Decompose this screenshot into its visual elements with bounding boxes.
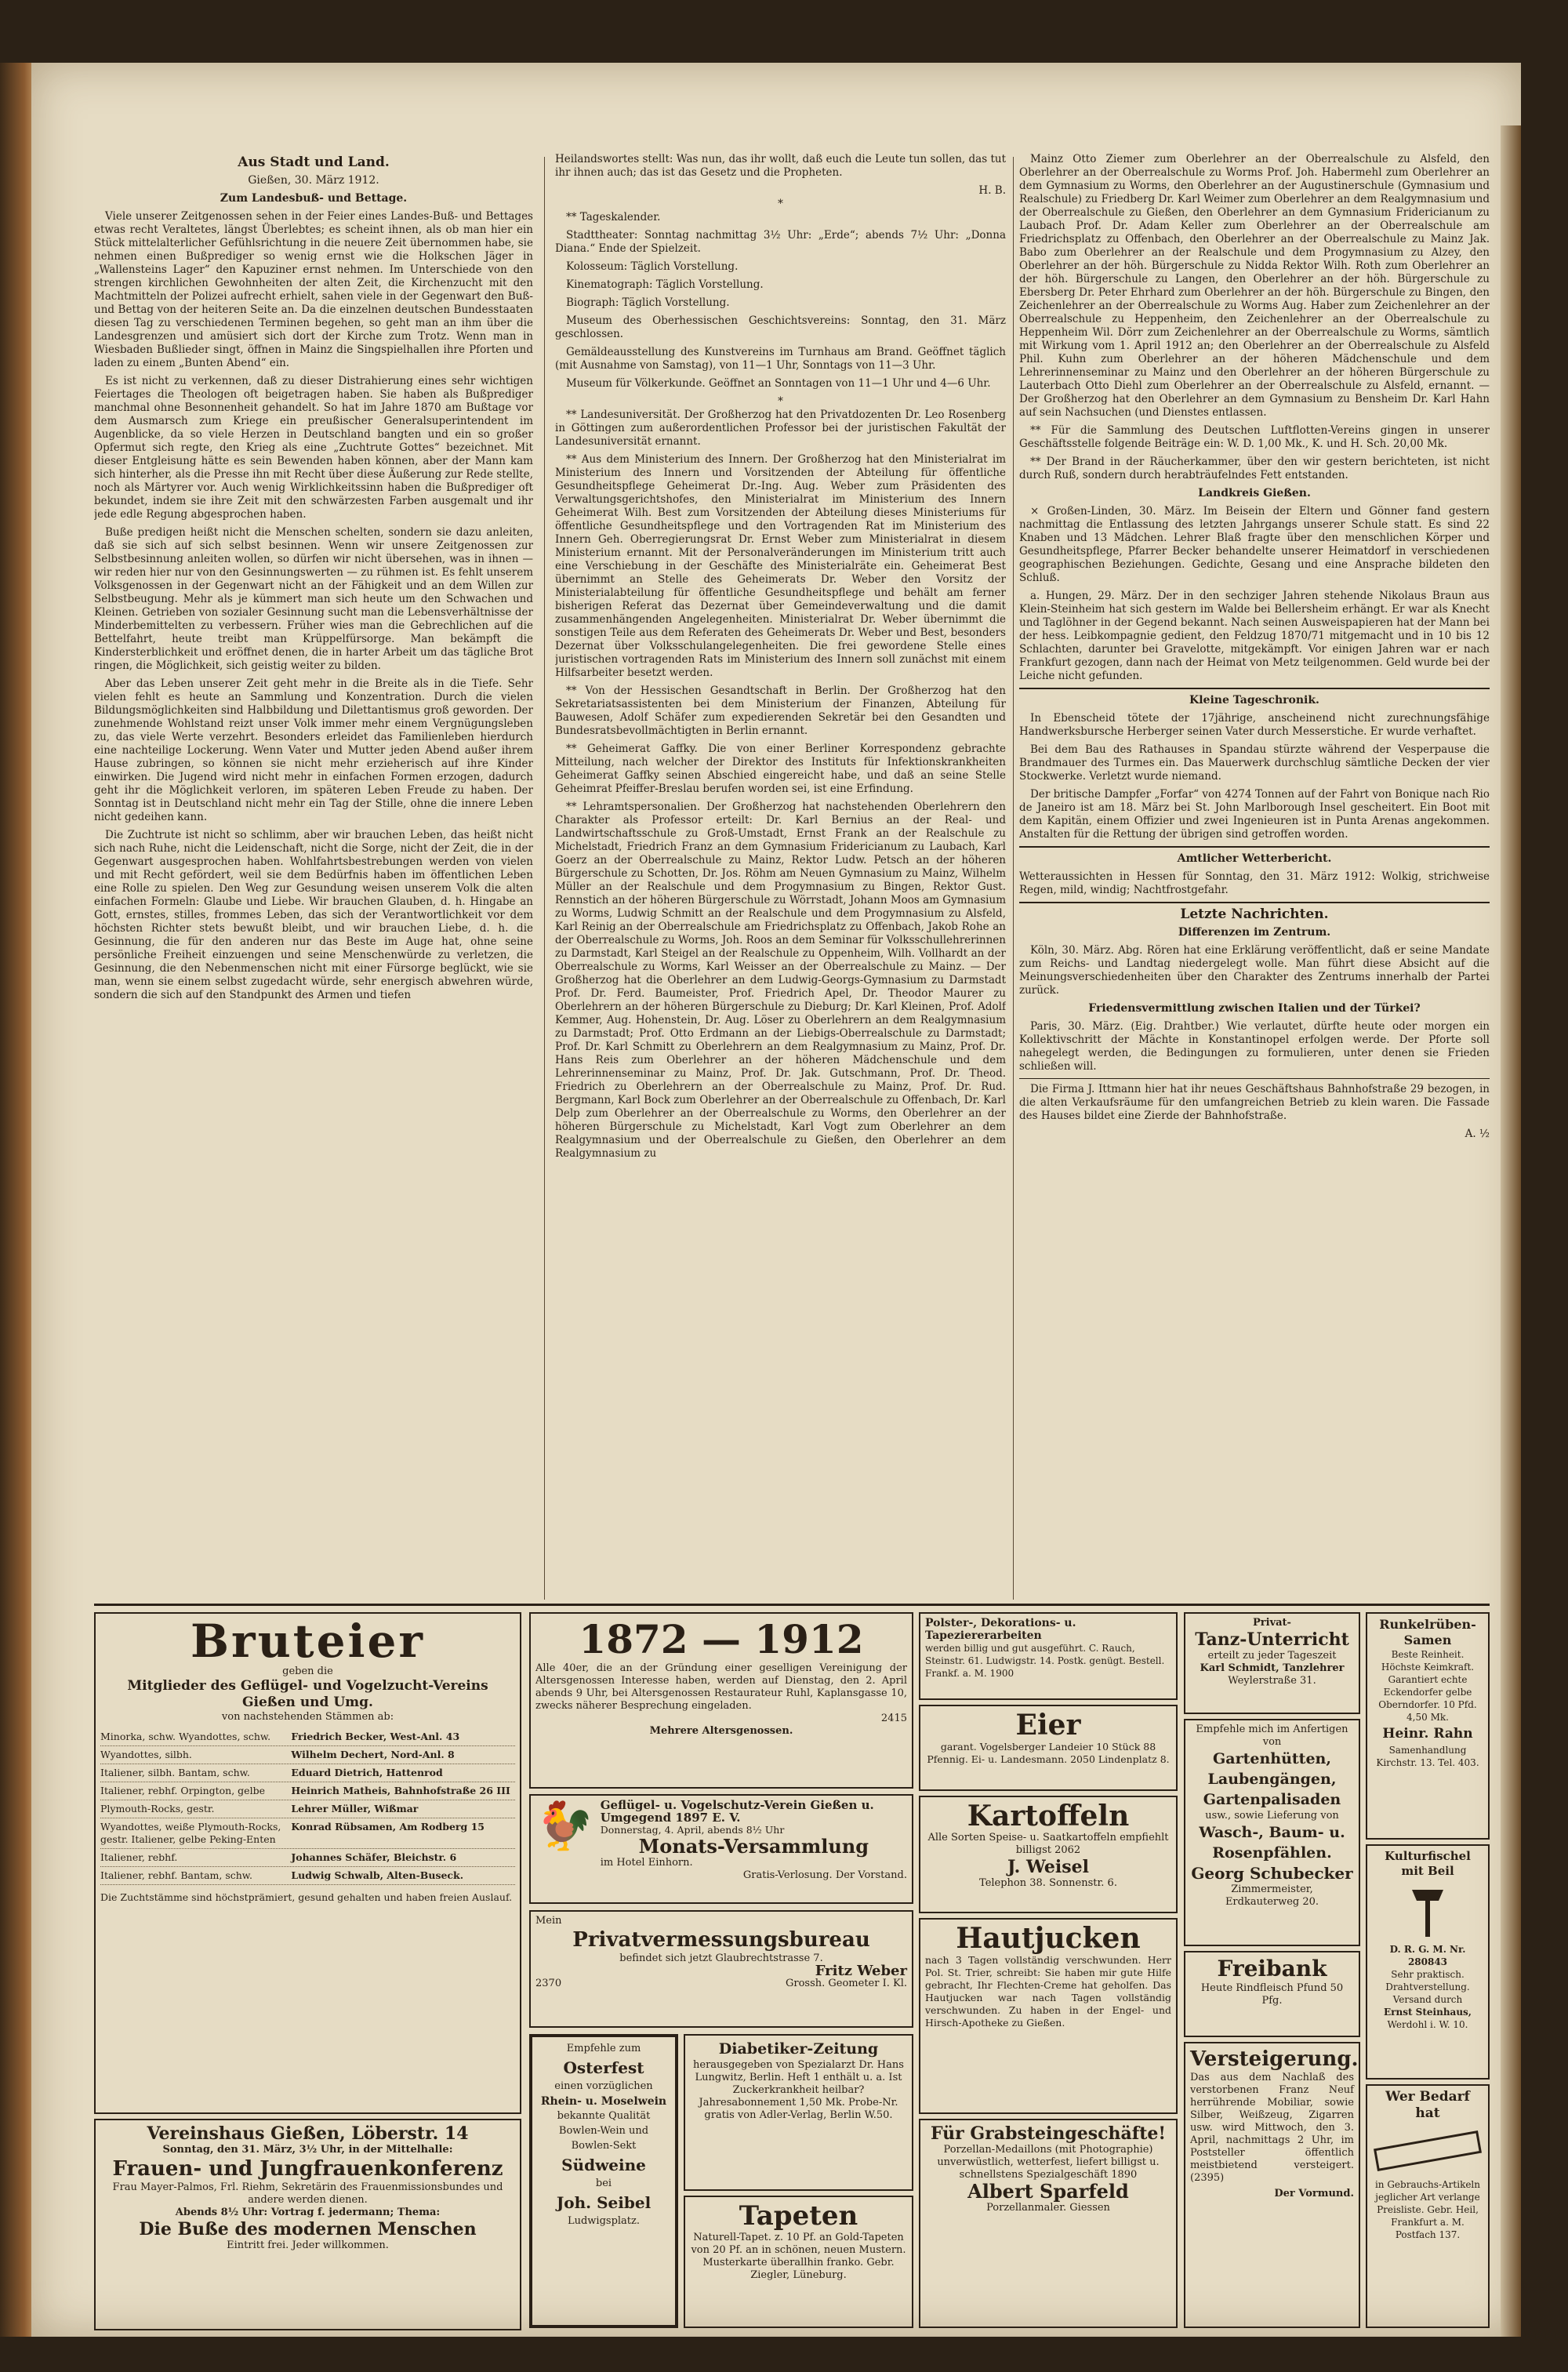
divider	[1019, 688, 1490, 689]
ad-role: Grossh. Geometer I. Kl.	[786, 1978, 907, 1989]
ad-title: Eier	[1015, 1709, 1081, 1742]
ad-title: Gartenhütten, Laubengängen, Gartenpalisaden	[1203, 1750, 1341, 1808]
ad-address: Telephon 38. Sonnenstr. 6.	[979, 1877, 1117, 1889]
ad-text: Gratis-Verlosung. Der Vorstand.	[742, 1869, 907, 1881]
landkreis-title: Landkreis Gießen.	[1198, 487, 1311, 499]
ad-note: Die Zuchtstämme sind höchstprämiert, gesund gehalten und haben freien Auslauf.	[100, 1891, 513, 1903]
ad-theme: Die Buße des modernen Menschen	[139, 2219, 477, 2239]
divider	[1019, 902, 1490, 903]
wetter-text: Wetteraussichten in Hessen für Sonntag, den 31. März 1912: Wolkig, strichweise Regen, mild, windig; Nachtfrostgefahr.	[1019, 870, 1490, 896]
ad-freibank	[1184, 1951, 1360, 2037]
calendar-item: Museum des Oberhessischen Geschichtsvereins: Sonntag, den 31. März geschlossen.	[555, 314, 1006, 340]
ad-title: Geflügel- u. Vogelschutz-Verein Gießen u. Umgegend 1897 E. V.	[600, 1798, 874, 1825]
chronik-item: In Ebenscheid tötete der 17jährige, anscheinend nicht zurechnungsfähige Handwerksbursche Herberger seinen Vater durch Messerstiche. Er wurde verhaftet.	[1019, 712, 1490, 738]
ad-vermessung	[529, 1910, 913, 2028]
news-paragraph: ** Der Brand in der Räucherkammer, über den wir gestern berichteten, ist nicht durch Ruß, sondern durch herabträufelndes Fett entstanden.	[1019, 456, 1490, 481]
ad-patent: D. R. G. M. Nr. 280843	[1389, 1944, 1466, 1967]
ad-title: Vereinshaus Gießen, Löberstr. 14	[147, 2123, 469, 2144]
tool-icon	[1372, 1883, 1483, 1938]
news-subtitle: Friedensvermittlung zwischen Italien und der Türkei?	[1088, 1002, 1421, 1015]
ad-name: Ernst Steinhaus,	[1384, 2007, 1472, 2018]
breed-name: Wyandottes, weiße Plymouth-Rocks, gestr. Italiener, gelbe Peking-Enten	[100, 1821, 281, 1845]
breeder-row	[100, 1818, 515, 1849]
section-title: Aus Stadt und Land.	[238, 154, 390, 170]
breeder-name: Eduard Dietrich, Hattenrod	[291, 1767, 443, 1778]
chronik-item: Der britische Dampfer „Forfar“ von 4274 Tonnen auf der Fahrt von Bonique nach Rio de Janeiro ist am 18. März bei St. John Marlborough Insel gescheitert. Ein Boot mit dem Kapitän, einem Offizier und zwei Ingenieuren ist in Punta Arenas angekommen. Anstalten für die Rettung der übrigen sind getroffen worden.	[1019, 788, 1490, 841]
ad-polster	[919, 1612, 1178, 1700]
ad-title: Polster-, Dekorations- u. Tapeziererarbeiten	[925, 1617, 1076, 1642]
ad-title: 1872 — 1912	[579, 1616, 864, 1662]
ad-name: Albert Sparfeld	[967, 2180, 1129, 2203]
ad-footer: Eintritt frei. Jeder willkommen.	[227, 2239, 389, 2251]
breeder-row	[100, 1849, 515, 1867]
ad-text: Das aus dem Nachlaß des verstorbenen Franz Neuf herrührende Mobiliar, sowie Silber, Weißzeug, Zigarren usw. wird Mittwoch, den 3. April, nachmittags 2 Uhr, im Poststeller öffentlich meistbietend versteigert. (2395)	[1190, 2072, 1354, 2184]
wetter-title: Amtlicher Wetterbericht.	[1177, 852, 1332, 865]
ad-org: Mitglieder des Geflügel- und Vogelzucht-Vereins Gießen und Umg.	[127, 1678, 488, 1710]
ad-title: Wasch-, Baum- u. Rosenpfählen.	[1199, 1824, 1345, 1862]
calendar-heading: ** Tageskalender.	[566, 211, 661, 223]
book-spine	[0, 63, 34, 2337]
ad-text: Empfehle mich im Anfertigen von	[1196, 1724, 1348, 1748]
ad-text: in Gebrauchs-Artikeln jeglicher Art verlange Preisliste. Gebr. Heil, Frankfurt a. M. Postfach 137.	[1374, 2179, 1481, 2240]
ad-text: nach 3 Tagen vollständig verschwunden. Herr Pol. St. Trier, schreibt: Sie haben mir gute Hilfe gebracht, Ihr Flechten-Creme hat geholfen. Das Hautjucken war nach Tagen vollständig verschwunden. Zu haben in der Engel- und Hirsch-Apotheke zu Gießen.	[925, 1954, 1171, 2029]
calendar-item: Stadttheater: Sonntag nachmittag 3½ Uhr: „Erde“; abends 7½ Uhr: „Donna Diana.“ Ende der Spielzeit.	[555, 229, 1006, 255]
ad-title: Für Grabsteingeschäfte!	[930, 2123, 1167, 2144]
news-paragraph: ** Geheimerat Gaffky. Die von einer Berliner Korrespondenz gebrachte Mitteilung, nach welcher der Direktor des Instituts für Infektionskrankheiten Geheimerat Gaffky seinen Abschied eingereicht habe, und daß an seine Stelle Geheimrat Pfeiffer-Breslau berufen worden sei, ist eine Erfindung.	[555, 743, 1006, 795]
news-paragraph: ** Lehramtspersonalien. Der Großherzog hat nachstehenden Oberlehrern den Charakter als Professor erteilt: Dr. Karl Bernius an der Real- und Landwirtschaftsschule zu Groß-Umstadt, Ernst Frank an der Realschule zu Michelstadt, Friedrich Franz an dem Gymnasium Fridericianum zu Laubach, Karl Goerz an der Oberrealschule zu Mainz, Rektor Ludw. Petsch an der höheren Bürgerschule zu Schotten, Dr. Jos. Röhm am Neuen Gymnasium zu Mainz, Wilhelm Müller an der Realschule und dem Progymnasium zu Bingen, Rektor Gust. Rennstich an der höheren Bürgerschule zu Wörrstadt, Johann Moos am Gymnasium zu Worms, Ludwig Schmitt an der Realschule und dem Progymnasium zu Alsfeld, Karl Reinig an der Oberrealschule am Friedrichsplatz zu Offenbach, Jakob Rohe an der Oberrealschule zu Worms, Joh. Roos an dem Seminar für Volksschullehrerinnen zu Darmstadt, Karl Steigel an der Realschule zu Oppenheim, Wilh. Vollhardt an der Oberrealschule zu Worms, Karl Weisser an der Oberrealschule zu Mainz. — Der Großherzog hat die Oberlehrer an dem Ludwig-Georgs-Gymnasium zu Darmstadt Prof. Dr. Ferd. Baumeister, Prof. Friedrich Apel, Dr. Theodor Maurer zu Oberlehrern an der höheren Bürgerschule zu Dieburg; Dr. Karl Kleinen, Prof. Adolf Kemmer, Aug. Hohenstein, Dr. Aug. Löser zu Oberlehrern an dem Realgymnasium zu Darmstadt; Prof. Otto Erdmann an der Liebigs-Oberrealschule zu Darmstadt; Prof. Dr. Karl Schmitt zu Oberlehrern an dem Realgymnasium zu Mainz, Prof. Dr. Hans Reis zum Oberlehrer an der höheren Mädchenschule und dem Lehrerinnenseminar zu Mainz, Prof. Dr. Jak. Gutschmann, Prof. Dr. Theod. Friedrich zu Oberlehrern an der Oberrealschule zu Mainz, Prof. Dr. Rud. Bergmann, Karl Bock zum Oberlehrer an der Oberrealschule zu Offenbach, Dr. Karl Delp zum Oberlehrer an der Oberrealschule zu Worms, den Oberlehrer an der höheren Bürgerschule zu Michelstadt, Karl Vogt zum Oberlehrer an dem Realgymnasium und der Oberrealschule zu Gießen, den Oberlehrer an dem Realgymnasium zu	[555, 801, 1006, 1160]
news-paragraph: ** Landesuniversität. Der Großherzog hat den Privatdozenten Dr. Leo Rosenberg in Göttingen zum außerordentlichen Professor bei der juristischen Fakultät der Landesuniversität ernannt.	[555, 409, 1006, 448]
ad-text: Alle Sorten Speise- u. Saatkartoffeln empfiehlt billigst 2062	[927, 1832, 1169, 1856]
osterfest-lines	[537, 2043, 670, 2228]
news-paragraph: ** Aus dem Ministerium des Innern. Der Großherzog hat den Ministerialrat im Ministerium des Innern und Vorsitzenden der Abteilung für öffentliche Gesundheitspflege Geheimerat Dr.-Ing. Aug. Weber zum Präsidenten des Verwaltungsgerichtshofes, den Ministerialrat im Ministerium des Innern Geheimerat Wilh. Best zum Vorsitzenden der Abteilung dieses Ministeriums für öffentliche Gesundheitspflege und den Vortragenden Rat im Ministerium des Innern Geh. Oberregierungsrat Dr. Ernst Weber zum Ministerialrat in diesem Ministerium ernannt. Mit der Personalveränderungen im Ministerium tritt auch eine Verschiebung in der Geschäfte des Ministerialräte ein. Geheimerat Best übernimmt an Stelle des Geheimerats Dr. Weber den Vorsitz der Ministerialabteilung für öffentliche Gesundheitspflege und behält am ferner bisherigen Referat das Dezernat über Gemeindeverwaltung und die damit zusammenhängenden Angelegenheiten. Ministerialrat Dr. Weber übernimmt die sonstigen Teile aus dem Referaten des Geheimerats Dr. Weber und Best, besonders Dezernat über Volksschulangelegenheiten. Die frei gewordene Stelle eines juristischen vortragenden Rats im Ministerium des Innern soll zunächst mit einem Hilfsarbeiter besetzt werden.	[555, 453, 1006, 679]
ad-address: Samenhandlung Kirchstr. 13. Tel. 403.	[1376, 1745, 1479, 1768]
divider	[1019, 846, 1490, 848]
ad-name: Georg Schubecker	[1191, 1864, 1353, 1883]
ad-gartenhuetten	[1184, 1719, 1360, 1946]
ad-tapeten	[684, 2196, 913, 2328]
ad-address: Erdkauterweg 20.	[1225, 1896, 1319, 1908]
ad-title: Tapeten	[739, 2200, 858, 2232]
ad-event: Monats-Versammlung	[638, 1835, 869, 1858]
ad-address: befindet sich jetzt Glaubrechtstrasse 7.	[619, 1952, 823, 1964]
column-right	[1019, 153, 1490, 1596]
breed-name: Wyandottes, silbh.	[100, 1749, 192, 1760]
breeder-row	[100, 1764, 515, 1782]
breeder-name: Wilhelm Dechert, Nord-Anl. 8	[291, 1749, 455, 1760]
ad-text: usw., sowie Lieferung von	[1205, 1810, 1339, 1822]
article-paragraph: Es ist nicht zu verkennen, daß zu dieser Distrahierung eines sehr wichtigen Feiertages die Theologen oft beigetragen haben. Sie haben als Bußprediger manchmal ohne Besonnenheit gehandelt. So hat im Jahre 1870 am Bußtage vor dem Ausmarsch zum Kriege ein preußischer Generalsuperintendent im Augenblicke, da so viele Herzen in Deutschland bangten und ein so großer Opfermut sich regte, den Krieg als eine „Zuchtrute Gottes“ bezeichnet. Mit dieser Entgleisung hätte es sein Bewenden haben können, aber der Mann kam sich hinterher, als die Presse ihn mit Recht über diese Äußerung zur Rede stellte, noch als Märtyrer vor. Auch wenig Wirklichkeitssinn haben die Bußprediger oft bekundet, indem sie ihre Zeit mit den schwärzesten Farben ausgemalt und ihr jede edle Regung abgesprochen haben.	[94, 375, 533, 521]
separator: *	[778, 395, 783, 408]
osterfest-line: Osterfest	[563, 2058, 644, 2077]
breeder-row	[100, 1867, 515, 1885]
breed-name: Minorka, schw. Wyandottes, schw.	[100, 1731, 271, 1742]
ad-signature: Mehrere Altersgenossen.	[649, 1725, 793, 1737]
ad-name: Karl Schmidt, Tanzlehrer	[1200, 1662, 1345, 1674]
ad-title: Hautjucken	[956, 1922, 1141, 1955]
ad-text: Naturell-Tapet. z. 10 Pf. an Gold-Tapeten von 20 Pf. an in schönen, neuen Mustern. Musterkarte überallhin franko. Gebr. Ziegler, Lüneburg.	[691, 2232, 906, 2281]
ad-role: Porzellanmaler. Giessen	[986, 2202, 1110, 2214]
rooster-icon: 🐓	[535, 1799, 594, 1854]
ad-date: Donnerstag, 4. April, abends 8½ Uhr	[600, 1824, 785, 1836]
osterfest-line: Rhein- u. Moselwein	[540, 2095, 667, 2108]
ad-vereinshaus	[94, 2119, 521, 2330]
osterfest-line: Ludwigsplatz.	[567, 2215, 641, 2227]
news-item: Paris, 30. März. (Eig. Drahtber.) Wie verlautet, dürfte heute oder morgen ein Kollektivschritt der Mächte in Konstantinopel erfolgen werde. Der Pforte soll nahegelegt werden, die Bedingungen zu formulieren, unter denen sie Frieden schließen will.	[1019, 1020, 1490, 1073]
ad-text: Mein	[535, 1915, 562, 1927]
ad-num: 2370	[535, 1978, 562, 1989]
article-paragraph: Aber das Leben unserer Zeit geht mehr in die Breite als in die Tiefe. Sehr vielen fehlt es heute an Sammlung und Konzentration. Durch die vielen Bildungsmöglichkeiten sind Halbbildung und Dilettantismus groß geworden. Der zunehmende Wohlstand reizt unser Volk immer mehr einem Vergnügungsleben zu, das viele Werte verzehrt. Besonders erleidet das Familienleben hierdurch eine nachteilige Lockerung. Wenn Vater und Mutter jeden Abend außer ihrem Hause zubringen, so können sie nicht mehr erzieherisch auf ihre Kinder einwirken. Die Jugend wird nicht mehr in einfachen Formen erzogen, dadurch geht ihr die Möglichkeit verloren, im späteren Leben Freude zu haben. Der Sonntag ist in Deutschland nicht mehr ein Tag der Stille, ohne die innere Leben nicht gedeihen kann.	[94, 677, 533, 823]
signature: A. ½	[1465, 1128, 1490, 1140]
ad-text: Privat-	[1253, 1617, 1291, 1629]
news-item: Köln, 30. März. Abg. Rören hat eine Erklärung veröffentlicht, daß er seine Mandate zum Reichs- und Landtag niedergelegt wolle. Man führt diese Absicht auf die Meinungsverschiedenheiten über den Charakter des Zentrums innerhalb der Partei zurück.	[1019, 944, 1490, 997]
column-rule	[1013, 157, 1014, 1600]
breeder-row	[100, 1782, 515, 1800]
ad-eier	[919, 1705, 1178, 1791]
ad-osterfest	[529, 2034, 678, 2328]
breed-name: Italiener, rebhf. Bantam, schw.	[100, 1869, 252, 1881]
ad-text: erteilt zu jeder Tageszeit	[1207, 1650, 1337, 1662]
article-paragraph: Heilandswortes stellt: Was nun, das ihr wollt, daß euch die Leute tun sollen, das tut ihr ihnen auch; das ist das Gesetz und die Propheten.	[555, 153, 1006, 179]
breed-name: Italiener, rebhf.	[100, 1851, 178, 1863]
ad-hautjucken	[919, 1918, 1178, 2114]
ad-bedarf	[1366, 2084, 1490, 2328]
osterfest-line: Südweine	[561, 2156, 646, 2174]
news-title: Letzte Nachrichten.	[1180, 906, 1329, 922]
article-title: Zum Landesbuß- und Bettage.	[220, 192, 408, 205]
ad-text: geben die	[282, 1665, 333, 1677]
ad-num: 2415	[880, 1713, 907, 1724]
article-paragraph: Buße predigen heißt nicht die Menschen schelten, sondern sie dazu anleiten, daß sie sich auf sich selbst besinnen. Wenn wir unsere Zeitgenossen zur Selbstbesinnung anleiten wollen, so dürfen wir nicht übersehen, was in ihnen — wir reden hier nur von den Gesinnungswerten — zu rühmen ist. Es fehlt unserem Volksgenossen in der Gegenwart nicht an der Fähigkeit und an dem Willen zur Selbstbeugung. Mehr als je kümmert man sich heute um den Schwachen und Kleinen. Getrieben von sozialer Gesinnung sucht man die Lebensverhältnisse der Minderbemittelten zu verbessern. Früher wies man die Gebrechlichen auf die Bettelfahrt, heute treibt man Krüppelfürsorge. Man bekämpft die Kindersterblichkeit und eröffnet denen, die in harter Arbeit um das tägliche Brot ringen, die Möglichkeit, sich geistig weiter zu bilden.	[94, 526, 533, 672]
ad-title: Tanz-Unterricht	[1195, 1629, 1349, 1650]
calendar-item: Museum für Völkerkunde. Geöffnet an Sonntagen von 11—1 Uhr und 4—6 Uhr.	[566, 377, 991, 390]
breed-name: Italiener, silbh. Bantam, schw.	[100, 1767, 250, 1778]
ad-title: Bruteier	[191, 1615, 425, 1668]
page-edge	[1501, 125, 1521, 2337]
ad-diabetiker	[684, 2034, 913, 2191]
ad-versteigerung	[1184, 2042, 1360, 2328]
ad-text: Frau Mayer-Palmos, Frl. Riehm, Sekretärin des Frauenmissionsbundes und andere werden dienen.	[112, 2181, 503, 2206]
ad-title: Versteigerung.	[1190, 2047, 1359, 2071]
divider	[1019, 1078, 1490, 1079]
osterfest-line: Bowlen-Sekt	[571, 2140, 637, 2152]
calendar-item: Gemäldeausstellung des Kunstvereins im Turnhaus am Brand. Geöffnet täglich (mit Ausnahme von Samstag), von 11—1 Uhr, Sonntags von 11—3 Uhr.	[555, 346, 1006, 372]
breeder-name: Heinrich Matheis, Bahnhofstraße 26 III	[291, 1785, 510, 1796]
signature: H. B.	[978, 184, 1006, 197]
breeder-name: Lehrer Müller, Wißmar	[291, 1803, 419, 1814]
ad-title: Privatvermessungsbureau	[572, 1928, 870, 1952]
ad-date: Sonntag, den 31. März, 3½ Uhr, in der Mittelhalle:	[162, 2144, 453, 2156]
landkreis-item: × Großen-Linden, 30. März. Im Beisein der Eltern und Gönner fand gestern nachmittag die Entlassung des letzten Jahrgangs unserer Schule statt. Es sind 22 Knaben und 13 Mädchen. Lehrer Blaß fragte über den menschlichen Körper und Gesundheitspflege, Pfarrer Becker behandelte unserer Heimatdorf in verschiedenen geographischen Beziehungen. Gedichte, Gesang und eine Ansprache bildeten den Schluß.	[1019, 505, 1490, 584]
ad-tanz	[1184, 1612, 1360, 1714]
ad-name: Fritz Weber	[815, 1963, 907, 1979]
calendar-item: Kinematograph: Täglich Vorstellung.	[566, 278, 764, 291]
newspaper-page	[31, 63, 1521, 2337]
osterfest-line: Bowlen-Wein und	[558, 2125, 649, 2137]
ad-text: garant. Vogelsberger Landeier 10 Stück 88 Pfennig. Ei- u. Landesmann. 2050 Lindenplatz 8.	[927, 1741, 1170, 1765]
ad-kartoffeln	[919, 1796, 1178, 1913]
ad-title: Kartoffeln	[967, 1800, 1130, 1833]
column-middle	[555, 153, 1006, 1596]
breed-name: Plymouth-Rocks, gestr.	[100, 1803, 215, 1814]
ad-role: Zimmermeister,	[1231, 1883, 1313, 1895]
ad-text: Porzellan-Medaillons (mit Photographie) unverwüstlich, wetterfest, liefert billigst u. schnellstens Spezialgeschäft 1890	[937, 2144, 1160, 2181]
breed-name: Italiener, rebhf. Orpington, gelbe	[100, 1785, 265, 1796]
ad-place: im Hotel Einhorn.	[600, 1857, 693, 1869]
ad-address: Weylerstraße 31.	[1228, 1675, 1316, 1687]
chronik-item: Bei dem Bau des Rathauses in Spandau stürzte während der Vesperpause die Brandmauer des Turmes ein. Das Mauerwerk durchschlug sämtliche Decken der vier Stockwerke. Verletzt wurde niemand.	[1019, 743, 1490, 783]
osterfest-line: bekannte Qualität	[557, 2110, 651, 2122]
news-paragraph: ** Für die Sammlung des Deutschen Luftflotten-Vereins gingen in unserer Geschäftsstelle folgende Beiträge ein: W. D. 1,00 Mk., K. und H. Sch. 20,00 Mk.	[1019, 424, 1490, 450]
article-paragraph: Viele unserer Zeitgenossen sehen in der Feier eines Landes-Buß- und Bettages etwas recht Veraltetes, längst Überlebtes; es scheint ihnen, als ob man hier ein Stück mittelalterlicher Gefühlsrichtung in die neuere Zeit übernommen habe, sie nehmen einen Bußprediger so wenig ernst wie die Holkschen Jäger in „Wallensteins Lager“ den Kapuziner ernst nehmen. Im Unterschiede von den strengen kirchlichen Gewohnheiten der alten Zeit, die Kirchenzucht mit den Machtmitteln der Polizei aufrecht erhielt, sahen viele in der Gegenwart den Buß- und Bettag von der heiteren Seite an. Da die einzelnen deutschen Bundesstaaten diesen Tag zu verschiedenen Terminen begehen, so geht man an ihm über die Landesgrenzen und amüsiert sich dort der Kirche zum Trotz. Wenn man in Wiesbaden Bußlieder singt, öffnen in Mainz die Singspielhallen ihre Pforten und laden zu einem „Bunten Abend“ ein.	[94, 210, 533, 369]
column-left	[94, 153, 533, 1596]
advertisement-section	[94, 1604, 1490, 2335]
dateline: Gießen, 30. März 1912.	[248, 174, 379, 187]
ad-name: Heinr. Rahn	[1382, 1726, 1473, 1742]
landkreis-item: a. Hungen, 29. März. Der in den sechziger Jahren stehende Nikolaus Braun aus Klein-Steinheim hat sich gestern im Walde bei Bellersheim erhängt. Er war als Knecht und Taglöhner in der Gegend bekannt. Nach seinen Ausweispapieren hat der Mann bei der hess. Leibkompagnie gedient, den Feldzug 1870/71 mitgemacht und in 10 bis 12 Schlachten, darunter bei Gravelotte, mitgekämpft. Vor einigen Jahren war er nach Frankfurt gezogen, dann nach der Heimat von Metz teilgenommen. Geld wurde bei der Leiche nicht gefunden.	[1019, 590, 1490, 682]
ad-event: Frauen- und Jungfrauenkonferenz	[112, 2157, 503, 2181]
ad-text: werden billig und gut ausgeführt. C. Rauch, Steinstr. 61. Ludwigstr. 14. Postk. genügt. Bestell. Frankf. a. M. 1900	[925, 1643, 1165, 1679]
ad-grabstein	[919, 2119, 1178, 2328]
separator: *	[778, 198, 783, 210]
chronik-title: Kleine Tageschronik.	[1189, 694, 1319, 707]
breeder-name: Konrad Rübsamen, Am Rodberg 15	[291, 1821, 485, 1833]
breeder-list	[100, 1728, 515, 1885]
ad-text: Sehr praktisch. Drahtverstellung. Versand durch	[1385, 1969, 1470, 2005]
osterfest-line: bei	[595, 2178, 612, 2189]
news-paragraph: Mainz Otto Ziemer zum Oberlehrer an der Oberrealschule zu Alsfeld, den Oberlehrer an der Oberrealschule zu Worms Prof. Joh. Habermehl zum Oberlehrer an dem Gymnasium zu Worms, den Oberlehrer an der Augustinerschule (Gymnasium und Realschule) zu Friedberg Dr. Karl Weimer zum Oberlehrer an dem Realgymnasium und der Oberrealschule zu Gießen, den Oberlehrer an dem Gymnasium Fridericianum zu Laubach Prof. Dr. Adam Keller zum Oberlehrer an der Oberrealschule am Friedrichsplatz zu Offenbach, den Oberlehrer an der Oberrealschule zu Mainz Jak. Babo zum Oberlehrer an der Realschule und dem Progymnasium zu Alzey, den Oberlehrer an der höh. Bürgerschule zu Nidda Rektor Wilh. Roth zum Oberlehrer an der höh. Bürgerschule zu Langen, den Oberlehrer an der höh. Bürgerschule zu Ebersberg Dr. Peter Ehrhard zum Oberlehrer an der höh. Bürgerschule zu Bingen, den Zeichenlehrer an der Oberrealschule zu Worms Aug. Haber zum Zeichenlehrer an der Oberrealschule zu Heppenheim, den Zeichenlehrer an der Oberrealschule zu Heppenheim Wil. Dörr zum Zeichenlehrer an der Oberrealschule zu Worms, sämtlich mit Wirkung vom 1. April 1912 an; den Oberlehrer an der Oberrealschule zu Alsfeld Phil. Kuhn zum Oberlehrer an der höheren Mädchenschule und dem Lehrerinnenseminar zu Mainz und den Oberlehrer an der höheren Bürgerschule zu Lauterbach Otto Diehl zum Oberlehrer an der Oberrealschule zu Alsfeld, ernannt. — Der Großherzog hat den Oberlehrer an dem Gymnasium zu Bensheim Dr. Karl Hahn auf sein Nachsuchen (und Dienstes entlassen.	[1019, 153, 1490, 419]
ad-kulturfischel	[1366, 1844, 1490, 2080]
osterfest-line: einen vorzüglichen	[554, 2080, 653, 2092]
news-subtitle: Differenzen im Zentrum.	[1178, 926, 1331, 939]
news-paragraph: ** Von der Hessischen Gesandtschaft in Berlin. Der Großherzog hat den Sekretariatsassistenten bei dem Ministerium der Finanzen, Abteilung für Bauwesen, Adolf Schäfer zum expedierenden Sekretär bei den Gesandten und Bundesratsbevollmächtigten in Berlin ernannt.	[555, 685, 1006, 737]
calendar-item: Kolosseum: Täglich Vorstellung.	[566, 260, 739, 273]
ad-title: Freibank	[1217, 1956, 1327, 1982]
column-rule	[544, 157, 545, 1600]
calendar-item: Biograph: Täglich Vorstellung.	[566, 296, 730, 309]
ad-bruteier	[94, 1612, 521, 2114]
ad-name: J. Weisel	[1007, 1857, 1090, 1877]
ad-text: herausgegeben von Spezialarzt Dr. Hans Lungwitz, Berlin. Heft 1 enthält u. a. Ist Zuckerkrankheit heilbar? Jahresabonnement 1,50 Mk. Probe-Nr. gratis von Adler-Verlag, Berlin W.50.	[693, 2059, 904, 2121]
ad-text: Abends 8½ Uhr: Vortrag f. jedermann; Thema:	[175, 2207, 441, 2218]
article-paragraph: Die Zuchtrute ist nicht so schlimm, aber wir brauchen Leben, das heißt nicht sich nach Ruhe, nicht die Leidenschaft, nicht die Sorge, nicht der Zeit, die in der Gegenwart ausgesprochen haben. Wohlfahrtsbestrebungen werden von vielen und mit Recht gefördert, weil sie dem Bedürfnis haben im öffentlichen Leben eine Rolle zu spielen. Den Weg zur Gesundung weisen unserem Volk die alten einfachen Formeln: Glaube und Liebe. Wir brauchen Glauben, d. h. Hingabe an Gott, ernstes, stilles, frommes Leben, das sich der Verantwortlichkeit vor dem höchsten Richter stets bewußt bleibt, und wir brauchen Liebe, d. h. die Gesinnung, die für den anderen nur das Beste im Auge hat, ohne seine persönliche Freiheit einzuengen und seine Menschenwürde zu verletzen, die Gesinnung, die den Nebenmenschen nicht mit einer Fürsorge beglückt, wie sie man, wenn sie einem selbst zugedacht würde, sehr energisch abwehren würde, sondern die sich auf den Standpunkt des Armen und tiefen	[94, 829, 533, 1001]
ad-title: Kulturfischel mit Beil	[1385, 1849, 1471, 1878]
ad-title: Runkelrüben-Samen	[1379, 1617, 1476, 1647]
ad-text: Heute Rindfleisch Pfund 50 Pfg.	[1200, 1982, 1344, 2007]
osterfest-line: Empfehle zum	[566, 2043, 641, 2054]
ad-text: Beste Reinheit. Höchste Keimkraft. Garantiert echte Eckendorfer gelbe Oberndorfer. 10 Pfd. 4,50 Mk.	[1378, 1649, 1477, 1723]
ad-text: von nachstehenden Stämmen ab:	[221, 1711, 394, 1723]
ad-jubilee	[529, 1612, 913, 1789]
ad-title: Wer Bedarf hat	[1385, 2089, 1470, 2121]
ad-gefluegel-verein	[529, 1794, 913, 1904]
breeder-name: Johannes Schäfer, Bleichstr. 6	[291, 1851, 457, 1863]
ad-signature: Der Vormund.	[1274, 2188, 1354, 2199]
ad-runkelrueben	[1366, 1612, 1490, 1840]
ad-address: Werdohl i. W. 10.	[1387, 2019, 1468, 2030]
ad-title: Diabetiker-Zeitung	[718, 2040, 879, 2058]
advert-icon	[1372, 2127, 1483, 2174]
breeder-name: Ludwig Schwalb, Alten-Buseck.	[291, 1869, 464, 1881]
osterfest-line: Joh. Seibel	[556, 2193, 652, 2212]
news-item: Die Firma J. Ittmann hier hat ihr neues Geschäftshaus Bahnhofstraße 29 bezogen, in die alten Verkaufsräume für den umfangreichen Betrieb zu klein waren. Die Fassade des Hauses bildet eine Zierde der Bahnhofstraße.	[1019, 1083, 1490, 1122]
ad-text: Alle 40er, die an der Gründung einer geselligen Vereinigung der Altersgenossen Interesse haben, werden auf Dienstag, den 2. April abends 9 Uhr, bei Altersgenossen Restaurateur Ruhl, Kaplansgasse 10, zwecks näherer Besprechung eingeladen.	[535, 1662, 907, 1712]
breeder-row	[100, 1746, 515, 1764]
breeder-row	[100, 1800, 515, 1818]
breeder-name: Friedrich Becker, West-Anl. 43	[291, 1731, 460, 1742]
breeder-row	[100, 1728, 515, 1746]
